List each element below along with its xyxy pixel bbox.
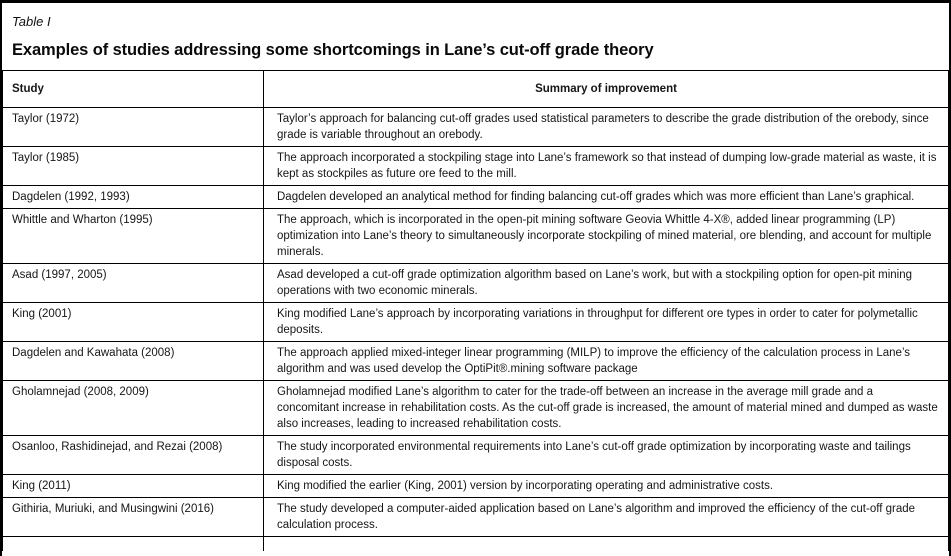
summary-cell: Taylor’s approach for balancing cut-off grades used statistical parameters to describe the grade distribution of the orebody, since grade is variable throughout an orebody. — [264, 108, 949, 147]
table-row — [3, 498, 949, 537]
table-row — [3, 342, 949, 381]
table-caption-block — [2, 3, 949, 70]
study-cell: Dagdelen and Kawahata (2008) — [3, 342, 264, 381]
column-header-study: Study — [3, 71, 264, 108]
summary-cell: The approach incorporated a stockpiling stage into Lane’s framework so that instead of dumping low-grade material as waste, it is kept as stockpiles as future ore feed to the mill. — [264, 147, 949, 186]
summary-cell: The approach, which is incorporated in the open-pit mining software Geovia Whittle 4-X®, added linear programming (LP) optimization into Lane’s theory to simultaneously incorporate stockpiling of mined material, ore blending, and account for multiple minerals. — [264, 209, 949, 264]
study-cell: Dagdelen (1992, 1993) — [3, 186, 264, 209]
summary-cell: Dagdelen developed an analytical method for finding balancing cut-off grades which was more efficient than Lane’s graphical. — [264, 186, 949, 209]
column-header-summary: Summary of improvement — [264, 71, 949, 108]
summary-cell: The study incorporated environmental requirements into Lane’s cut-off grade optimization by incorporating waste and tailings disposal costs. — [264, 436, 949, 475]
study-cell: Gholamnejad (2008, 2009) — [3, 381, 264, 436]
table-row — [3, 381, 949, 436]
table-row — [3, 436, 949, 475]
table-row — [3, 475, 949, 498]
study-cell: Osanloo, Rashidinejad, and Rezai (2008) — [3, 436, 264, 475]
cropped-study-cell — [3, 537, 264, 551]
summary-cell: Asad developed a cut-off grade optimization algorithm based on Lane’s work, but with a stockpiling option for open-pit mining operations with two economic minerals. — [264, 264, 949, 303]
study-cell: Taylor (1972) — [3, 108, 264, 147]
table-row — [3, 186, 949, 209]
summary-cell: King modified Lane’s approach by incorporating variations in throughput for different ore types in order to cater for polymetallic deposits. — [264, 303, 949, 342]
summary-cell: Gholamnejad modified Lane’s algorithm to cater for the trade-off between an increase in the average mill grade and a concomitant increase in rehabilitation costs. As the cut-off grade is increased, the amount of material mined and dumped as waste also increases, leading to increased rehabilitation costs. — [264, 381, 949, 436]
studies-table — [2, 70, 949, 551]
study-cell: Githiria, Muriuki, and Musingwini (2016) — [3, 498, 264, 537]
table-header-row — [3, 71, 949, 108]
study-cell: Whittle and Wharton (1995) — [3, 209, 264, 264]
study-cell: Asad (1997, 2005) — [3, 264, 264, 303]
table-row — [3, 209, 949, 264]
table-row — [3, 264, 949, 303]
cropped-summary-cell — [264, 537, 949, 551]
study-cell: King (2011) — [3, 475, 264, 498]
summary-cell: The approach applied mixed-integer linear programming (MILP) to improve the efficiency of the calculation process in Lane’s algorithm and was used develop the OptiPit®.mining software package — [264, 342, 949, 381]
table-number-label: Table I — [12, 14, 51, 29]
summary-cell: King modified the earlier (King, 2001) version by incorporating operating and administrative costs. — [264, 475, 949, 498]
table-row — [3, 147, 949, 186]
study-cell: King (2001) — [3, 303, 264, 342]
study-cell: Taylor (1985) — [3, 147, 264, 186]
table-row — [3, 108, 949, 147]
table-row — [3, 303, 949, 342]
table-title: Examples of studies addressing some shortcomings in Lane’s cut-off grade theory — [12, 41, 654, 59]
cropped-next-row — [3, 537, 949, 551]
summary-cell: The study developed a computer-aided application based on Lane’s algorithm and improved the efficiency of the cut-off grade calculation process. — [264, 498, 949, 537]
